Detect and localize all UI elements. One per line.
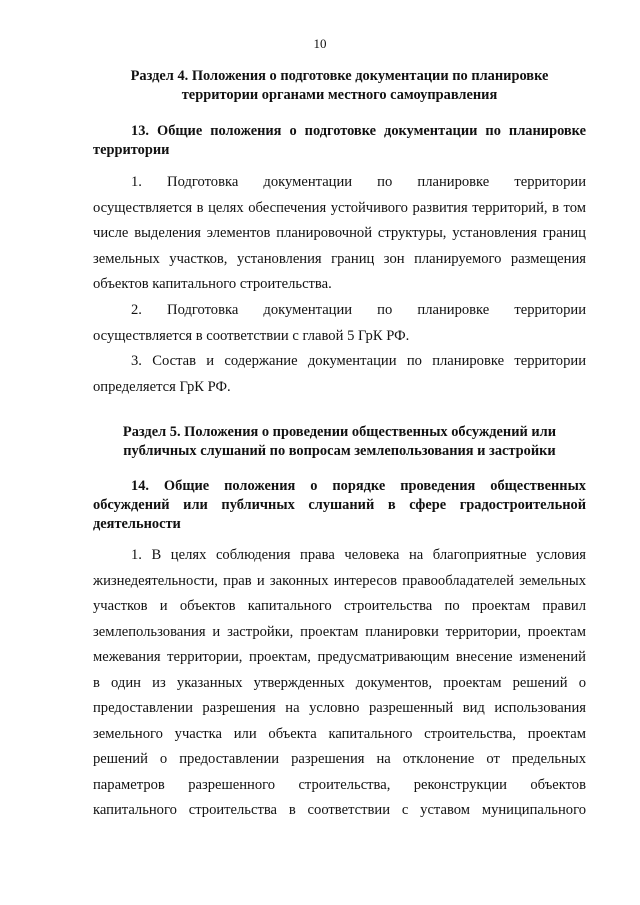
paragraph-line: участков и объектов капитального строительства по проектам правил [93, 598, 586, 614]
paragraph-line: объектов капитального строительства. [93, 276, 332, 292]
section-5-heading-line-1: Раздел 5. Положения о проведении общественных обсуждений или [122, 424, 557, 440]
paragraph-line: капитального строительства в соответствии с уставом муниципального [93, 802, 586, 818]
paragraph-line: 2. Подготовка документации по планировке территории [131, 302, 586, 318]
subsection-14-heading-line-2: обсуждений или публичных слушаний в сфере градостроительной [93, 497, 586, 513]
paragraph-line: числе выделения элементов планировочной структуры, установления границ [93, 225, 586, 241]
subsection-14-heading-line-3: деятельности [93, 516, 181, 532]
section-4-paragraph-3 [93, 349, 586, 400]
subsection-14-heading [93, 477, 586, 534]
page-number: 10 [313, 36, 327, 51]
paragraph-line: земельных участков, установления границ зон планируемого размещения [93, 250, 586, 267]
paragraph-line: 3. Состав и содержание документации по планировке территории [131, 353, 586, 369]
paragraph-line: определяется ГрК РФ. [93, 378, 231, 395]
section-5-paragraph-1 [93, 543, 586, 824]
section-4-paragraph-1 [93, 170, 586, 298]
paragraph-line: осуществляется в целях обеспечения устойчивого развития территорий, в том [93, 199, 586, 216]
paragraph-line: в один из указанных утвержденных документов, проектам решений о [93, 674, 586, 691]
subsection-13-heading-line-2: территории [93, 142, 170, 158]
subsection-13-heading-line-1: 13. Общие положения о подготовке документации по планировке [131, 123, 586, 139]
paragraph-line: 1. Подготовка документации по планировке территории [131, 174, 586, 190]
paragraph-line: параметров разрешенного строительства, реконструкции объектов [93, 776, 586, 793]
section-4-heading-line-2: территории органами местного самоуправления [181, 87, 498, 103]
paragraph-line: жизнедеятельности, прав и законных интересов правообладателей земельных [93, 572, 586, 589]
subsection-14-heading-line-1: 14. Общие положения о порядке проведения общественных [131, 478, 586, 494]
section-5-heading-line-2: публичных слушаний по вопросам землепользования и застройки [123, 443, 556, 459]
section-4-heading [93, 67, 586, 105]
subsection-13-heading [93, 122, 586, 160]
section-4-heading-line-1: Раздел 4. Положения о подготовке документации по планировке [130, 68, 549, 84]
paragraph-line: землепользования и застройки, проектам планировки территории, проектам [93, 623, 586, 640]
paragraph-line: 1. В целях соблюдения права человека на благоприятные условия [131, 547, 586, 563]
paragraph-line: решений о предоставлении разрешения на отклонение от предельных [93, 751, 586, 767]
paragraph-line: межевания территории, проектам, предусматривающим внесение изменений [93, 649, 586, 665]
paragraph-line: предоставлении разрешения на условно разрешенный вид использования [93, 700, 586, 716]
section-5-heading [93, 423, 586, 461]
paragraph-line: земельного участка или объекта капитального строительства, проектам [93, 725, 586, 742]
section-4-paragraph-2 [93, 298, 586, 349]
paragraph-line: осуществляется в соответствии с главой 5 ГрК РФ. [93, 327, 410, 344]
